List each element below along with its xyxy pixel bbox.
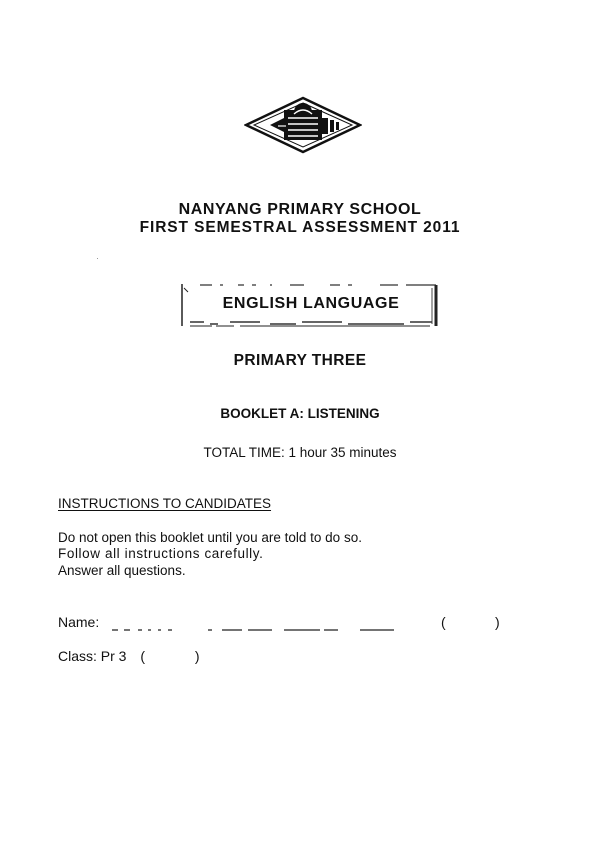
assessment-title: FIRST SEMESTRAL ASSESSMENT 2011 — [139, 219, 461, 236]
school-name: NANYANG PRIMARY SCHOOL — [178, 201, 422, 218]
subject-title: ENGLISH LANGUAGE — [222, 295, 400, 312]
name-index-close-paren: ) — [495, 614, 500, 630]
level-title: PRIMARY THREE — [233, 352, 367, 369]
name-label: Name: — [58, 614, 100, 630]
instruction-line: Do not open this booklet until you are told to do so. — [58, 530, 362, 545]
name-write-line[interactable] — [108, 628, 438, 632]
instruction-line: Follow all instructions carefully. — [58, 546, 264, 561]
instruction-line: Answer all questions. — [58, 563, 186, 578]
subject-box — [180, 282, 442, 328]
scan-speck — [97, 258, 98, 259]
class-close-paren: ) — [194, 648, 200, 664]
class-field[interactable] — [58, 648, 200, 664]
total-time: TOTAL TIME: 1 hour 35 minutes — [203, 445, 397, 460]
booklet-title: BOOKLET A: LISTENING — [220, 406, 380, 421]
instructions-heading: INSTRUCTIONS TO CANDIDATES — [58, 496, 272, 511]
name-field[interactable] — [58, 614, 518, 634]
class-open-paren: ( — [140, 648, 146, 664]
class-label: Class: Pr 3 — [58, 648, 127, 664]
name-index-open-paren: ( — [441, 614, 446, 630]
school-crest-diamond-icon — [244, 96, 362, 154]
